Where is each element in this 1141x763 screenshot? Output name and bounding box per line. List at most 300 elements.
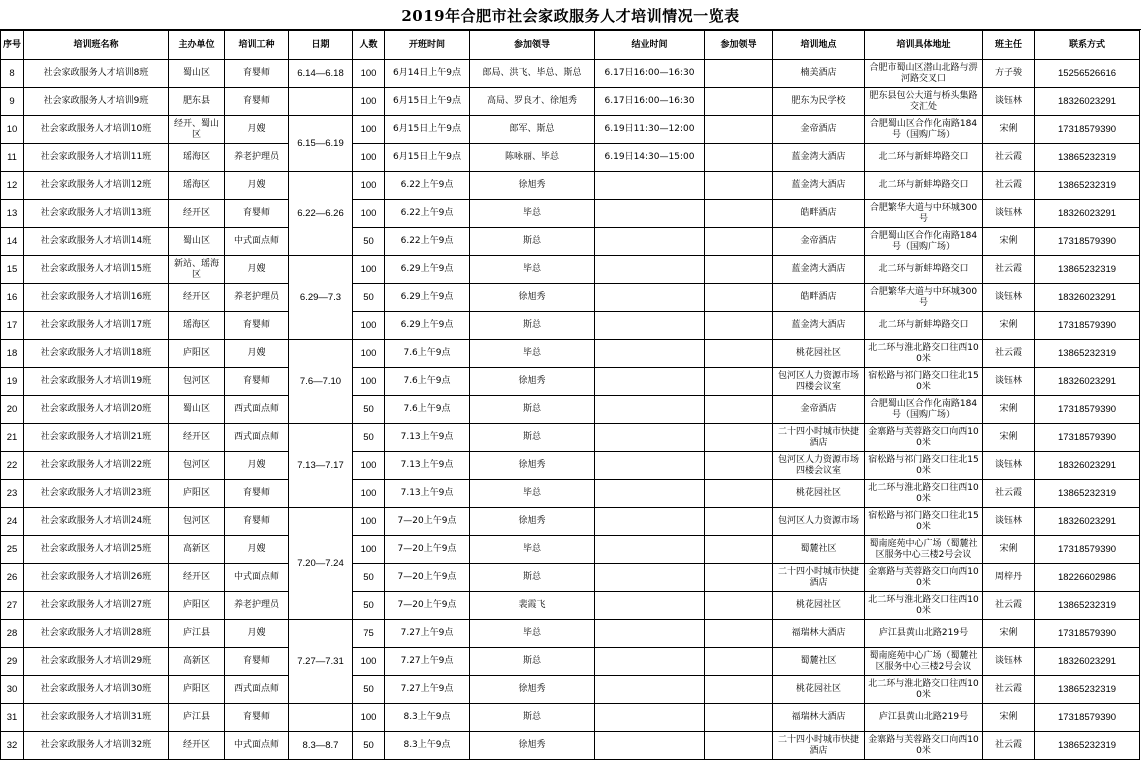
trade-cell[interactable]: 月嫂	[225, 256, 289, 284]
venue-cell[interactable]: 楠美酒店	[773, 60, 865, 88]
header-cell[interactable]: 参加领导	[705, 31, 773, 60]
address-cell[interactable]: 肥东县包公大道与桥头集路交汇处	[865, 88, 983, 116]
closing-leaders-cell[interactable]	[705, 60, 773, 88]
venue-cell[interactable]: 蓝金湾大酒店	[773, 256, 865, 284]
address-cell[interactable]: 北二环与淮北路交口往西100米	[865, 592, 983, 620]
header-cell[interactable]: 培训班名称	[24, 31, 169, 60]
class-name-cell[interactable]: 社会家政服务人才培训28班	[24, 620, 169, 648]
class-name-cell[interactable]: 社会家政服务人才培训30班	[24, 676, 169, 704]
venue-cell[interactable]: 二十四小时城市快捷酒店	[773, 732, 865, 760]
venue-cell[interactable]: 金帝酒店	[773, 396, 865, 424]
host-unit-cell[interactable]: 庐阳区	[169, 340, 225, 368]
class-name-cell[interactable]: 社会家政服务人才培训26班	[24, 564, 169, 592]
opening-leaders-cell[interactable]: 毕总	[470, 256, 595, 284]
host-unit-cell[interactable]: 高新区	[169, 648, 225, 676]
address-cell[interactable]: 北二环与新蚌埠路交口	[865, 144, 983, 172]
closing-leaders-cell[interactable]	[705, 704, 773, 732]
head-teacher-cell[interactable]: 谈钰林	[983, 284, 1035, 312]
trade-cell[interactable]: 西式面点师	[225, 424, 289, 452]
address-cell[interactable]: 宿松路与祁门路交口往北150米	[865, 368, 983, 396]
head-teacher-cell[interactable]: 社云霞	[983, 676, 1035, 704]
opening-leaders-cell[interactable]: 陈咏丽、毕总	[470, 144, 595, 172]
class-name-cell[interactable]: 社会家政服务人才培训19班	[24, 368, 169, 396]
row-number-cell[interactable]: 26	[1, 564, 24, 592]
host-unit-cell[interactable]: 瑶海区	[169, 172, 225, 200]
row-number-cell[interactable]: 21	[1, 424, 24, 452]
closing-leaders-cell[interactable]	[705, 620, 773, 648]
open-time-cell[interactable]: 6.22上午9点	[385, 172, 470, 200]
head-teacher-cell[interactable]: 宋俐	[983, 424, 1035, 452]
opening-leaders-cell[interactable]: 徐旭秀	[470, 508, 595, 536]
venue-cell[interactable]: 桃花园社区	[773, 340, 865, 368]
closing-leaders-cell[interactable]	[705, 592, 773, 620]
row-number-cell[interactable]: 13	[1, 200, 24, 228]
opening-leaders-cell[interactable]: 斯总	[470, 424, 595, 452]
header-cell[interactable]: 结业时间	[595, 31, 705, 60]
open-time-cell[interactable]: 7.6上午9点	[385, 396, 470, 424]
header-cell[interactable]: 参加领导	[470, 31, 595, 60]
class-name-cell[interactable]: 社会家政服务人才培训21班	[24, 424, 169, 452]
address-cell[interactable]: 合肥繁华大道与中环城300号	[865, 200, 983, 228]
address-cell[interactable]: 宿松路与祁门路交口往北150米	[865, 452, 983, 480]
address-cell[interactable]: 金寨路与芙蓉路交口向西100米	[865, 424, 983, 452]
phone-cell[interactable]: 18326023291	[1035, 368, 1140, 396]
class-name-cell[interactable]: 社会家政服务人才培训17班	[24, 312, 169, 340]
open-time-cell[interactable]: 8.3上午9点	[385, 704, 470, 732]
headcount-cell[interactable]: 50	[353, 396, 385, 424]
row-number-cell[interactable]: 15	[1, 256, 24, 284]
trade-cell[interactable]: 育婴师	[225, 60, 289, 88]
headcount-cell[interactable]: 50	[353, 676, 385, 704]
row-number-cell[interactable]: 27	[1, 592, 24, 620]
date-cell[interactable]: 8.3—8.7	[289, 732, 353, 760]
address-cell[interactable]: 庐江县黄山北路219号	[865, 704, 983, 732]
row-number-cell[interactable]: 20	[1, 396, 24, 424]
date-cell[interactable]: 6.15—6.19	[289, 116, 353, 172]
phone-cell[interactable]: 13865232319	[1035, 676, 1140, 704]
opening-leaders-cell[interactable]: 郎局、洪飞、毕总、斯总	[470, 60, 595, 88]
host-unit-cell[interactable]: 庐阳区	[169, 480, 225, 508]
phone-cell[interactable]: 18326023291	[1035, 200, 1140, 228]
opening-leaders-cell[interactable]: 斯总	[470, 704, 595, 732]
address-cell[interactable]: 北二环与淮北路交口往西100米	[865, 340, 983, 368]
closing-leaders-cell[interactable]	[705, 676, 773, 704]
head-teacher-cell[interactable]: 社云霞	[983, 172, 1035, 200]
trade-cell[interactable]: 月嫂	[225, 116, 289, 144]
open-time-cell[interactable]: 7.6上午9点	[385, 368, 470, 396]
phone-cell[interactable]: 13865232319	[1035, 480, 1140, 508]
close-time-cell[interactable]	[595, 452, 705, 480]
class-name-cell[interactable]: 社会家政服务人才培训20班	[24, 396, 169, 424]
venue-cell[interactable]: 金帝酒店	[773, 228, 865, 256]
open-time-cell[interactable]: 7—20上午9点	[385, 592, 470, 620]
class-name-cell[interactable]: 社会家政服务人才培训32班	[24, 732, 169, 760]
date-cell[interactable]: 6.14—6.18	[289, 60, 353, 88]
phone-cell[interactable]: 18326023291	[1035, 88, 1140, 116]
date-cell[interactable]: 7.27—7.31	[289, 620, 353, 704]
trade-cell[interactable]: 育婴师	[225, 480, 289, 508]
phone-cell[interactable]: 18326023291	[1035, 508, 1140, 536]
row-number-cell[interactable]: 29	[1, 648, 24, 676]
opening-leaders-cell[interactable]: 斯总	[470, 312, 595, 340]
host-unit-cell[interactable]: 瑶海区	[169, 144, 225, 172]
head-teacher-cell[interactable]: 宋俐	[983, 116, 1035, 144]
close-time-cell[interactable]: 6.19日14:30—15:00	[595, 144, 705, 172]
open-time-cell[interactable]: 6.29上午9点	[385, 284, 470, 312]
address-cell[interactable]: 北二环与新蚌埠路交口	[865, 256, 983, 284]
class-name-cell[interactable]: 社会家政服务人才培训23班	[24, 480, 169, 508]
phone-cell[interactable]: 17318579390	[1035, 228, 1140, 256]
open-time-cell[interactable]: 6月14日上午9点	[385, 60, 470, 88]
head-teacher-cell[interactable]: 宋俐	[983, 228, 1035, 256]
open-time-cell[interactable]: 7.27上午9点	[385, 620, 470, 648]
opening-leaders-cell[interactable]: 毕总	[470, 480, 595, 508]
class-name-cell[interactable]: 社会家政服务人才培训25班	[24, 536, 169, 564]
trade-cell[interactable]: 月嫂	[225, 620, 289, 648]
class-name-cell[interactable]: 社会家政服务人才培训22班	[24, 452, 169, 480]
host-unit-cell[interactable]: 瑶海区	[169, 312, 225, 340]
close-time-cell[interactable]	[595, 312, 705, 340]
headcount-cell[interactable]: 100	[353, 480, 385, 508]
close-time-cell[interactable]	[595, 592, 705, 620]
close-time-cell[interactable]	[595, 284, 705, 312]
host-unit-cell[interactable]: 庐阳区	[169, 592, 225, 620]
close-time-cell[interactable]	[595, 676, 705, 704]
address-cell[interactable]: 北二环与淮北路交口往西100米	[865, 676, 983, 704]
closing-leaders-cell[interactable]	[705, 340, 773, 368]
head-teacher-cell[interactable]: 社云霞	[983, 592, 1035, 620]
open-time-cell[interactable]: 6.29上午9点	[385, 256, 470, 284]
date-cell[interactable]: 7.20—7.24	[289, 508, 353, 620]
host-unit-cell[interactable]: 蜀山区	[169, 60, 225, 88]
headcount-cell[interactable]: 50	[353, 592, 385, 620]
closing-leaders-cell[interactable]	[705, 424, 773, 452]
address-cell[interactable]: 北二环与新蚌埠路交口	[865, 172, 983, 200]
headcount-cell[interactable]: 100	[353, 116, 385, 144]
headcount-cell[interactable]: 100	[353, 312, 385, 340]
phone-cell[interactable]: 17318579390	[1035, 620, 1140, 648]
date-cell[interactable]	[289, 88, 353, 116]
close-time-cell[interactable]	[595, 396, 705, 424]
close-time-cell[interactable]	[595, 340, 705, 368]
headcount-cell[interactable]: 50	[353, 424, 385, 452]
opening-leaders-cell[interactable]: 斯总	[470, 564, 595, 592]
head-teacher-cell[interactable]: 宋俐	[983, 536, 1035, 564]
trade-cell[interactable]: 西式面点师	[225, 396, 289, 424]
venue-cell[interactable]: 金帝酒店	[773, 116, 865, 144]
opening-leaders-cell[interactable]: 毕总	[470, 340, 595, 368]
phone-cell[interactable]: 18226602986	[1035, 564, 1140, 592]
address-cell[interactable]: 合肥繁华大道与中环城300号	[865, 284, 983, 312]
venue-cell[interactable]: 二十四小时城市快捷酒店	[773, 424, 865, 452]
opening-leaders-cell[interactable]: 毕总	[470, 200, 595, 228]
headcount-cell[interactable]: 100	[353, 704, 385, 732]
trade-cell[interactable]: 中式面点师	[225, 564, 289, 592]
header-cell[interactable]: 人数	[353, 31, 385, 60]
class-name-cell[interactable]: 社会家政服务人才培训14班	[24, 228, 169, 256]
header-cell[interactable]: 主办单位	[169, 31, 225, 60]
phone-cell[interactable]: 13865232319	[1035, 256, 1140, 284]
open-time-cell[interactable]: 7.6上午9点	[385, 340, 470, 368]
venue-cell[interactable]: 皓畔酒店	[773, 284, 865, 312]
address-cell[interactable]: 蜀南庭苑中心广场（蜀麓社区服务中心三楼2号会议	[865, 648, 983, 676]
opening-leaders-cell[interactable]: 毕总	[470, 620, 595, 648]
close-time-cell[interactable]	[595, 200, 705, 228]
address-cell[interactable]: 金寨路与芙蓉路交口向西100米	[865, 564, 983, 592]
head-teacher-cell[interactable]: 社云霞	[983, 480, 1035, 508]
close-time-cell[interactable]	[595, 508, 705, 536]
open-time-cell[interactable]: 6.29上午9点	[385, 312, 470, 340]
close-time-cell[interactable]	[595, 172, 705, 200]
open-time-cell[interactable]: 7.27上午9点	[385, 676, 470, 704]
head-teacher-cell[interactable]: 周梓丹	[983, 564, 1035, 592]
close-time-cell[interactable]: 6.19日11:30—12:00	[595, 116, 705, 144]
closing-leaders-cell[interactable]	[705, 284, 773, 312]
row-number-cell[interactable]: 14	[1, 228, 24, 256]
closing-leaders-cell[interactable]	[705, 312, 773, 340]
host-unit-cell[interactable]: 经开、蜀山区	[169, 116, 225, 144]
class-name-cell[interactable]: 社会家政服务人才培训11班	[24, 144, 169, 172]
head-teacher-cell[interactable]: 谈钰林	[983, 452, 1035, 480]
closing-leaders-cell[interactable]	[705, 88, 773, 116]
opening-leaders-cell[interactable]: 斯总	[470, 648, 595, 676]
address-cell[interactable]: 合肥蜀山区合作化南路184号（国购广场）	[865, 228, 983, 256]
phone-cell[interactable]: 17318579390	[1035, 704, 1140, 732]
trade-cell[interactable]: 月嫂	[225, 340, 289, 368]
close-time-cell[interactable]	[595, 648, 705, 676]
venue-cell[interactable]: 蓝金湾大酒店	[773, 172, 865, 200]
phone-cell[interactable]: 17318579390	[1035, 312, 1140, 340]
host-unit-cell[interactable]: 经开区	[169, 732, 225, 760]
head-teacher-cell[interactable]: 谈钰林	[983, 200, 1035, 228]
venue-cell[interactable]: 包河区人力资源市场四楼会议室	[773, 368, 865, 396]
trade-cell[interactable]: 育婴师	[225, 648, 289, 676]
closing-leaders-cell[interactable]	[705, 452, 773, 480]
address-cell[interactable]: 北二环与新蚌埠路交口	[865, 312, 983, 340]
open-time-cell[interactable]: 6月15日上午9点	[385, 88, 470, 116]
row-number-cell[interactable]: 18	[1, 340, 24, 368]
class-name-cell[interactable]: 社会家政服务人才培训10班	[24, 116, 169, 144]
open-time-cell[interactable]: 7—20上午9点	[385, 564, 470, 592]
opening-leaders-cell[interactable]: 徐旭秀	[470, 284, 595, 312]
headcount-cell[interactable]: 50	[353, 284, 385, 312]
headcount-cell[interactable]: 75	[353, 620, 385, 648]
close-time-cell[interactable]	[595, 732, 705, 760]
trade-cell[interactable]: 养老护理员	[225, 284, 289, 312]
host-unit-cell[interactable]: 蜀山区	[169, 396, 225, 424]
class-name-cell[interactable]: 社会家政服务人才培训9班	[24, 88, 169, 116]
host-unit-cell[interactable]: 经开区	[169, 200, 225, 228]
venue-cell[interactable]: 蓝金湾大酒店	[773, 312, 865, 340]
address-cell[interactable]: 蜀南庭苑中心广场（蜀麓社区服务中心三楼2号会议	[865, 536, 983, 564]
host-unit-cell[interactable]: 庐江县	[169, 704, 225, 732]
open-time-cell[interactable]: 6.22上午9点	[385, 200, 470, 228]
closing-leaders-cell[interactable]	[705, 508, 773, 536]
venue-cell[interactable]: 福瑞林大酒店	[773, 704, 865, 732]
class-name-cell[interactable]: 社会家政服务人才培训24班	[24, 508, 169, 536]
trade-cell[interactable]: 养老护理员	[225, 592, 289, 620]
class-name-cell[interactable]: 社会家政服务人才培训12班	[24, 172, 169, 200]
header-cell[interactable]: 培训地点	[773, 31, 865, 60]
trade-cell[interactable]: 中式面点师	[225, 732, 289, 760]
host-unit-cell[interactable]: 经开区	[169, 284, 225, 312]
venue-cell[interactable]: 桃花园社区	[773, 676, 865, 704]
headcount-cell[interactable]: 100	[353, 60, 385, 88]
row-number-cell[interactable]: 23	[1, 480, 24, 508]
class-name-cell[interactable]: 社会家政服务人才培训29班	[24, 648, 169, 676]
host-unit-cell[interactable]: 包河区	[169, 368, 225, 396]
venue-cell[interactable]: 桃花园社区	[773, 592, 865, 620]
opening-leaders-cell[interactable]: 郎军、斯总	[470, 116, 595, 144]
open-time-cell[interactable]: 6.22上午9点	[385, 228, 470, 256]
close-time-cell[interactable]	[595, 228, 705, 256]
headcount-cell[interactable]: 100	[353, 88, 385, 116]
class-name-cell[interactable]: 社会家政服务人才培训13班	[24, 200, 169, 228]
close-time-cell[interactable]	[595, 704, 705, 732]
open-time-cell[interactable]: 7.27上午9点	[385, 648, 470, 676]
class-name-cell[interactable]: 社会家政服务人才培训31班	[24, 704, 169, 732]
venue-cell[interactable]: 肥东为民学校	[773, 88, 865, 116]
date-cell[interactable]: 7.13—7.17	[289, 424, 353, 508]
address-cell[interactable]: 合肥蜀山区合作化南路184号（国购广场）	[865, 396, 983, 424]
venue-cell[interactable]: 蜀麓社区	[773, 648, 865, 676]
head-teacher-cell[interactable]: 宋俐	[983, 312, 1035, 340]
head-teacher-cell[interactable]: 方子骏	[983, 60, 1035, 88]
header-cell[interactable]: 序号	[1, 31, 24, 60]
closing-leaders-cell[interactable]	[705, 172, 773, 200]
class-name-cell[interactable]: 社会家政服务人才培训15班	[24, 256, 169, 284]
close-time-cell[interactable]	[595, 564, 705, 592]
phone-cell[interactable]: 18326023291	[1035, 284, 1140, 312]
opening-leaders-cell[interactable]: 斯总	[470, 396, 595, 424]
phone-cell[interactable]: 13865232319	[1035, 340, 1140, 368]
header-cell[interactable]: 开班时间	[385, 31, 470, 60]
venue-cell[interactable]: 二十四小时城市快捷酒店	[773, 564, 865, 592]
row-number-cell[interactable]: 10	[1, 116, 24, 144]
host-unit-cell[interactable]: 经开区	[169, 424, 225, 452]
opening-leaders-cell[interactable]: 徐旭秀	[470, 676, 595, 704]
host-unit-cell[interactable]: 包河区	[169, 452, 225, 480]
closing-leaders-cell[interactable]	[705, 732, 773, 760]
opening-leaders-cell[interactable]: 斯总	[470, 228, 595, 256]
row-number-cell[interactable]: 8	[1, 60, 24, 88]
class-name-cell[interactable]: 社会家政服务人才培训27班	[24, 592, 169, 620]
headcount-cell[interactable]: 100	[353, 368, 385, 396]
opening-leaders-cell[interactable]: 徐旭秀	[470, 732, 595, 760]
row-number-cell[interactable]: 19	[1, 368, 24, 396]
row-number-cell[interactable]: 22	[1, 452, 24, 480]
address-cell[interactable]: 北二环与淮北路交口往西100米	[865, 480, 983, 508]
trade-cell[interactable]: 育婴师	[225, 368, 289, 396]
close-time-cell[interactable]	[595, 256, 705, 284]
venue-cell[interactable]: 皓畔酒店	[773, 200, 865, 228]
opening-leaders-cell[interactable]: 徐旭秀	[470, 368, 595, 396]
closing-leaders-cell[interactable]	[705, 368, 773, 396]
closing-leaders-cell[interactable]	[705, 200, 773, 228]
head-teacher-cell[interactable]: 社云霞	[983, 144, 1035, 172]
open-time-cell[interactable]: 8.3上午9点	[385, 732, 470, 760]
trade-cell[interactable]: 育婴师	[225, 88, 289, 116]
row-number-cell[interactable]: 31	[1, 704, 24, 732]
phone-cell[interactable]: 13865232319	[1035, 144, 1140, 172]
row-number-cell[interactable]: 12	[1, 172, 24, 200]
date-cell[interactable]: 6.29—7.3	[289, 256, 353, 340]
venue-cell[interactable]: 蓝金湾大酒店	[773, 144, 865, 172]
venue-cell[interactable]: 包河区人力资源市场	[773, 508, 865, 536]
close-time-cell[interactable]: 6.17日16:00—16:30	[595, 60, 705, 88]
closing-leaders-cell[interactable]	[705, 228, 773, 256]
head-teacher-cell[interactable]: 谈钰林	[983, 88, 1035, 116]
venue-cell[interactable]: 包河区人力资源市场四楼会议室	[773, 452, 865, 480]
head-teacher-cell[interactable]: 谈钰林	[983, 368, 1035, 396]
trade-cell[interactable]: 养老护理员	[225, 144, 289, 172]
headcount-cell[interactable]: 100	[353, 452, 385, 480]
trade-cell[interactable]: 育婴师	[225, 200, 289, 228]
closing-leaders-cell[interactable]	[705, 256, 773, 284]
open-time-cell[interactable]: 7—20上午9点	[385, 536, 470, 564]
date-cell[interactable]: 7.6—7.10	[289, 340, 353, 424]
opening-leaders-cell[interactable]: 徐旭秀	[470, 452, 595, 480]
trade-cell[interactable]: 中式面点师	[225, 228, 289, 256]
opening-leaders-cell[interactable]: 高局、罗良才、徐旭秀	[470, 88, 595, 116]
headcount-cell[interactable]: 100	[353, 144, 385, 172]
opening-leaders-cell[interactable]: 毕总	[470, 536, 595, 564]
close-time-cell[interactable]	[595, 620, 705, 648]
close-time-cell[interactable]	[595, 536, 705, 564]
header-cell[interactable]: 培训工种	[225, 31, 289, 60]
phone-cell[interactable]: 17318579390	[1035, 424, 1140, 452]
phone-cell[interactable]: 18326023291	[1035, 648, 1140, 676]
header-cell[interactable]: 班主任	[983, 31, 1035, 60]
date-cell[interactable]: 6.22—6.26	[289, 172, 353, 256]
closing-leaders-cell[interactable]	[705, 116, 773, 144]
headcount-cell[interactable]: 100	[353, 256, 385, 284]
row-number-cell[interactable]: 9	[1, 88, 24, 116]
host-unit-cell[interactable]: 蜀山区	[169, 228, 225, 256]
phone-cell[interactable]: 17318579390	[1035, 396, 1140, 424]
head-teacher-cell[interactable]: 社云霞	[983, 256, 1035, 284]
trade-cell[interactable]: 月嫂	[225, 452, 289, 480]
head-teacher-cell[interactable]: 谈钰林	[983, 508, 1035, 536]
header-cell[interactable]: 联系方式	[1035, 31, 1140, 60]
row-number-cell[interactable]: 25	[1, 536, 24, 564]
headcount-cell[interactable]: 100	[353, 340, 385, 368]
headcount-cell[interactable]: 100	[353, 536, 385, 564]
head-teacher-cell[interactable]: 谈钰林	[983, 648, 1035, 676]
closing-leaders-cell[interactable]	[705, 480, 773, 508]
class-name-cell[interactable]: 社会家政服务人才培训16班	[24, 284, 169, 312]
address-cell[interactable]: 合肥蜀山区合作化南路184号（国购广场）	[865, 116, 983, 144]
closing-leaders-cell[interactable]	[705, 564, 773, 592]
headcount-cell[interactable]: 100	[353, 172, 385, 200]
row-number-cell[interactable]: 28	[1, 620, 24, 648]
head-teacher-cell[interactable]: 宋俐	[983, 704, 1035, 732]
address-cell[interactable]: 宿松路与祁门路交口往北150米	[865, 508, 983, 536]
phone-cell[interactable]: 13865232319	[1035, 732, 1140, 760]
phone-cell[interactable]: 18326023291	[1035, 452, 1140, 480]
close-time-cell[interactable]: 6.17日16:00—16:30	[595, 88, 705, 116]
trade-cell[interactable]: 西式面点师	[225, 676, 289, 704]
open-time-cell[interactable]: 7.13上午9点	[385, 424, 470, 452]
head-teacher-cell[interactable]: 社云霞	[983, 732, 1035, 760]
phone-cell[interactable]: 17318579390	[1035, 536, 1140, 564]
trade-cell[interactable]: 育婴师	[225, 508, 289, 536]
opening-leaders-cell[interactable]: 裴霞飞	[470, 592, 595, 620]
headcount-cell[interactable]: 100	[353, 200, 385, 228]
class-name-cell[interactable]: 社会家政服务人才培训18班	[24, 340, 169, 368]
trade-cell[interactable]: 育婴师	[225, 704, 289, 732]
headcount-cell[interactable]: 100	[353, 648, 385, 676]
